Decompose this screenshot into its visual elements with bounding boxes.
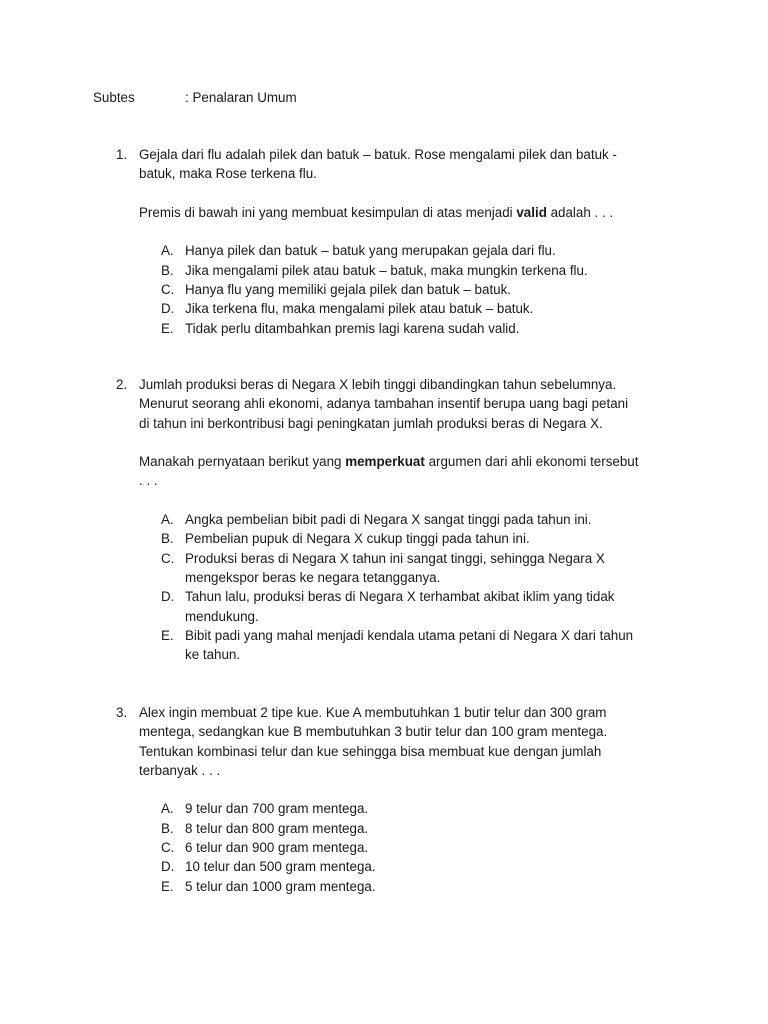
option-text: Produksi beras di Negara X tahun ini sangat tinggi, sehingga Negara X	[185, 550, 605, 566]
answer-option-e	[161, 319, 659, 338]
option-text: Jika mengalami pilek atau batuk – batuk, maka mungkin terkena flu.	[185, 262, 588, 278]
option-text: 6 telur dan 900 gram mentega.	[185, 840, 369, 856]
option-letter: C.	[161, 840, 175, 856]
option-letter: C.	[161, 550, 175, 566]
answer-option-b	[161, 261, 659, 280]
prompt-text: argumen dari ahli ekonomi tersebut	[424, 454, 639, 470]
question-body	[139, 375, 659, 664]
answer-option-c	[161, 549, 659, 588]
question-stem-line: terbanyak . . .	[139, 762, 221, 778]
option-text: Bibit padi yang mahal menjadi kendala utama petani di Negara X dari tahun	[185, 627, 634, 643]
option-letter: E.	[161, 878, 174, 894]
option-letter: B.	[161, 262, 174, 278]
option-text: Tahun lalu, produksi beras di Negara X terhambat akibat iklim yang tidak	[185, 589, 615, 605]
question-prompt-continued: . . .	[139, 473, 158, 489]
option-text: 5 telur dan 1000 gram mentega.	[185, 878, 376, 894]
answer-option-d	[161, 857, 659, 876]
answer-option-a	[161, 510, 659, 529]
option-text: 8 telur dan 800 gram mentega.	[185, 820, 369, 836]
answer-option-d	[161, 299, 659, 318]
answer-option-b	[161, 529, 659, 548]
option-letter: A.	[161, 243, 174, 259]
option-text: Hanya flu yang memiliki gejala pilek dan batuk – batuk.	[185, 282, 512, 298]
question-stem-line: Menurut seorang ahli ekonomi, adanya tambahan insentif berupa uang bagi petani	[139, 396, 629, 412]
option-text: Jika terkena flu, maka mengalami pilek atau batuk – batuk.	[185, 301, 534, 317]
question-number: 1.	[116, 147, 128, 162]
question-number: 2.	[116, 377, 128, 392]
question-stem-line: Gejala dari flu adalah pilek dan batuk – batuk. Rose mengalami pilek dan batuk -	[139, 147, 617, 162]
option-letter: D.	[161, 301, 175, 317]
option-letter: D.	[161, 859, 175, 875]
question-body	[139, 703, 659, 896]
prompt-emphasis: valid	[516, 204, 547, 220]
option-letter: D.	[161, 589, 175, 605]
answer-option-e	[161, 877, 659, 896]
option-text: Tidak perlu ditambahkan premis lagi karena sudah valid.	[185, 320, 520, 336]
answer-options	[161, 241, 659, 337]
question-stem-line: Tentukan kombinasi telur dan kue sehingga bisa membuat kue dengan jumlah	[139, 743, 602, 759]
answer-option-c	[161, 838, 659, 857]
answer-option-b	[161, 819, 659, 838]
option-letter: A.	[161, 801, 174, 817]
option-text: mengekspor beras ke negara tetangganya.	[185, 569, 441, 585]
question-body	[139, 145, 659, 338]
option-text: ke tahun.	[185, 647, 241, 663]
question-stem-line: Alex ingin membuat 2 tipe kue. Kue A membutuhkan 1 butir telur dan 300 gram	[139, 705, 607, 720]
question-stem-line: di tahun ini berkontribusi bagi peningkatan jumlah produksi beras di Negara X.	[139, 415, 603, 431]
answer-option-d	[161, 587, 659, 626]
option-letter: B.	[161, 531, 174, 547]
prompt-text: adalah . . .	[546, 204, 614, 220]
prompt-text: Manakah pernyataan berikut yang	[139, 454, 346, 470]
subtest-label: Subtes	[93, 90, 135, 105]
option-text: Angka pembelian bibit padi di Negara X sangat tinggi pada tahun ini.	[185, 512, 592, 528]
option-letter: E.	[161, 627, 174, 643]
option-text: Pembelian pupuk di Negara X cukup tinggi pada tahun ini.	[185, 531, 530, 547]
subtest-value: : Penalaran Umum	[185, 90, 297, 105]
subtest-header	[93, 88, 297, 107]
option-letter: A.	[161, 512, 174, 528]
question-stem-line: mentega, sedangkan kue B membutuhkan 3 butir telur dan 100 gram mentega.	[139, 724, 608, 740]
option-text: Hanya pilek dan batuk – batuk yang merupakan gejala dari flu.	[185, 243, 556, 259]
option-letter: E.	[161, 320, 174, 336]
answer-option-e	[161, 626, 659, 665]
option-text: 10 telur dan 500 gram mentega.	[185, 859, 376, 875]
answer-option-c	[161, 280, 659, 299]
option-letter: C.	[161, 282, 175, 298]
option-letter: B.	[161, 820, 174, 836]
option-text: 9 telur dan 700 gram mentega.	[185, 801, 369, 817]
answer-option-a	[161, 241, 659, 260]
answer-option-a	[161, 799, 659, 818]
question-stem-line: Jumlah produksi beras di Negara X lebih tinggi dibandingkan tahun sebelumnya.	[139, 377, 617, 392]
answer-options	[161, 799, 659, 895]
question-number: 3.	[116, 705, 128, 720]
option-text: mendukung.	[185, 608, 259, 624]
question-prompt	[139, 203, 659, 222]
question-stem-line: batuk, maka Rose terkena flu.	[139, 166, 317, 182]
question-prompt	[139, 452, 659, 471]
answer-options	[161, 510, 659, 664]
prompt-emphasis: memperkuat	[345, 454, 425, 470]
prompt-text: Premis di bawah ini yang membuat kesimpulan di atas menjadi	[139, 204, 517, 220]
